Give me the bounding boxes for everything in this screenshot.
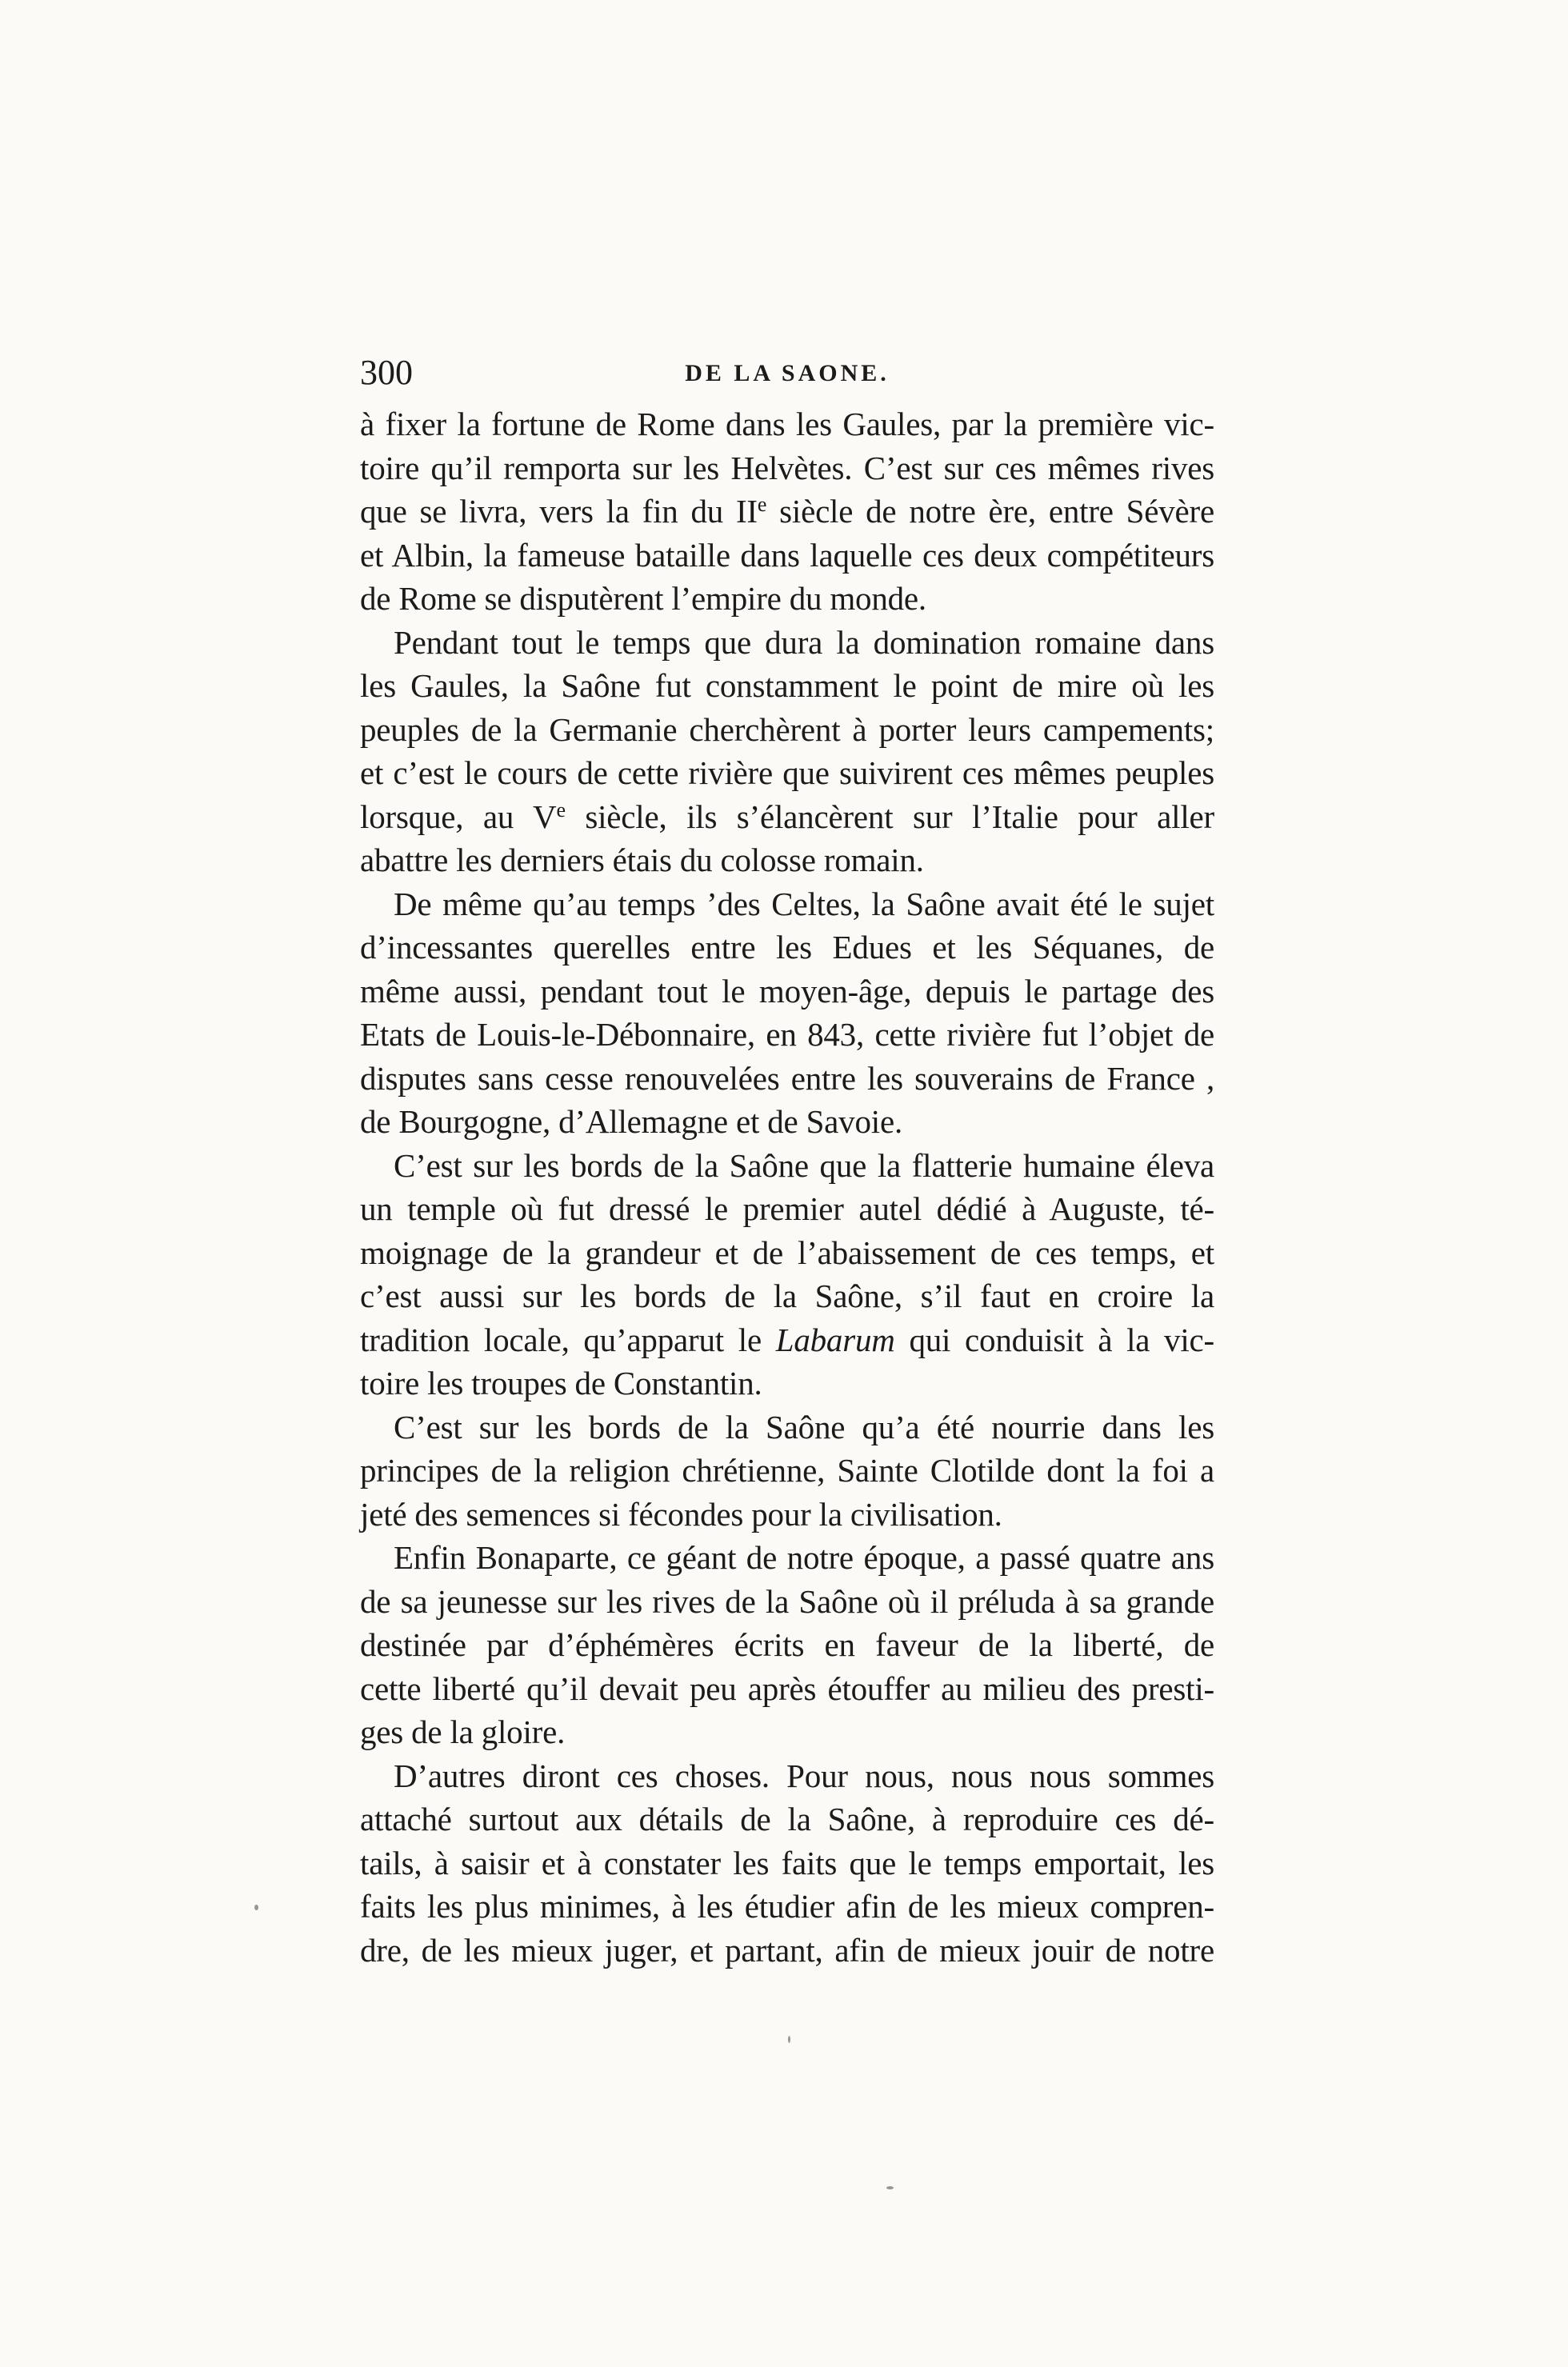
- text-line: toire les troupes de Constantin.: [360, 1365, 762, 1401]
- text-line: peuples de la Germanie cherchèrent à porter leurs campements;: [360, 710, 1214, 748]
- text-line: tails, à saisir et à constater les faits que le temps emportait, les: [360, 1844, 1214, 1881]
- print-speck: [886, 2186, 894, 2189]
- text-line: destinée par d’éphémères écrits en faveur de la liberté, de: [360, 1626, 1214, 1663]
- text-line: c’est aussi sur les bords de la Saône, s’il faut en croire la: [360, 1277, 1214, 1314]
- italic-term: Labarum: [775, 1321, 895, 1358]
- text-line: faits les plus minimes, à les étudier afin de les mieux compren-: [360, 1888, 1214, 1925]
- paragraph: [360, 1754, 1214, 1973]
- paragraph: [360, 1144, 1214, 1405]
- text-line: de Rome se disputèrent l’empire du monde.: [360, 580, 926, 617]
- text-line: lorsque, au Ve siècle, ils s’élancèrent sur l’Italie pour aller: [360, 798, 1214, 835]
- text-line: cette liberté qu’il devait peu après étouffer au milieu des presti-: [360, 1669, 1214, 1707]
- paragraph: [360, 1536, 1214, 1754]
- running-title: DE LA SAONE.: [685, 360, 890, 386]
- text-line: attaché surtout aux détails de la Saône, à reproduire ces dé-: [360, 1801, 1214, 1837]
- body-text: [360, 402, 1214, 1972]
- text-line: et Albin, la fameuse bataille dans laquelle ces deux compétiteurs: [360, 536, 1214, 574]
- superscript: e: [757, 493, 767, 516]
- text-line: d’incessantes querelles entre les Edues et les Séquanes, de: [360, 929, 1214, 966]
- text-line: que se livra, vers la fin du IIe siècle de notre ère, entre Sévère: [360, 493, 1215, 530]
- text-line: principes de la religion chrétienne, Sainte Clotilde dont la foi a: [360, 1452, 1214, 1489]
- text-line: Etats de Louis-le-Débonnaire, en 843, cette rivière fut l’objet de: [360, 1016, 1214, 1053]
- print-speck: [788, 2036, 790, 2043]
- text-line: toire qu’il remporta sur les Helvètes. C’est sur ces mêmes rives: [360, 449, 1214, 486]
- text-line: ges de la gloire.: [360, 1713, 566, 1750]
- paragraph: [360, 1405, 1214, 1537]
- paragraph: [360, 621, 1214, 882]
- paragraph: [360, 882, 1214, 1144]
- page-number: 300: [360, 353, 413, 392]
- text-line: De même qu’au temps ’des Celtes, la Saône avait été le sujet: [394, 885, 1214, 922]
- paragraph: [360, 402, 1214, 621]
- superscript: e: [556, 798, 566, 822]
- text-line: C’est sur les bords de la Saône qu’a été nourrie dans les: [394, 1408, 1214, 1445]
- text-line: un temple où fut dressé le premier autel dédié à Auguste, té-: [360, 1190, 1214, 1227]
- text-line: moignage de la grandeur et de l’abaissement de ces temps, et: [360, 1233, 1214, 1271]
- text-line: jeté des semences si fécondes pour la civilisation.: [360, 1495, 1002, 1533]
- text-line: D’autres diront ces choses. Pour nous, nous nous sommes: [394, 1757, 1214, 1794]
- text-line: disputes sans cesse renouvelées entre les souverains de France ,: [360, 1059, 1214, 1097]
- text-line: Pendant tout le temps que dura la domination romaine dans: [394, 623, 1214, 661]
- text-line: C’est sur les bords de la Saône que la flatterie humaine éleva: [394, 1146, 1214, 1184]
- page-header: [360, 350, 1214, 398]
- text-line: tradition locale, qu’apparut le Labarum qui conduisit à la vic-: [360, 1321, 1214, 1358]
- print-speck: [254, 1905, 258, 1910]
- text-line: les Gaules, la Saône fut constamment le point de mire où les: [360, 667, 1214, 704]
- text-line: de sa jeunesse sur les rives de la Saône où il préluda à sa grande: [360, 1582, 1214, 1620]
- text-line: à fixer la fortune de Rome dans les Gaules, par la première vic-: [360, 406, 1214, 442]
- text-line: de Bourgogne, d’Allemagne et de Savoie.: [360, 1103, 903, 1140]
- text-line: dre, de les mieux juger, et partant, afin de mieux jouir de notre: [360, 1931, 1214, 1969]
- text-line: abattre les derniers étais du colosse romain.: [360, 842, 924, 878]
- text-line: et c’est le cours de cette rivière que suivirent ces mêmes peuples: [360, 754, 1214, 791]
- text-line: Enfin Bonaparte, ce géant de notre époque, a passé quatre ans: [394, 1539, 1214, 1576]
- text-line: même aussi, pendant tout le moyen-âge, depuis le partage des: [360, 972, 1214, 1010]
